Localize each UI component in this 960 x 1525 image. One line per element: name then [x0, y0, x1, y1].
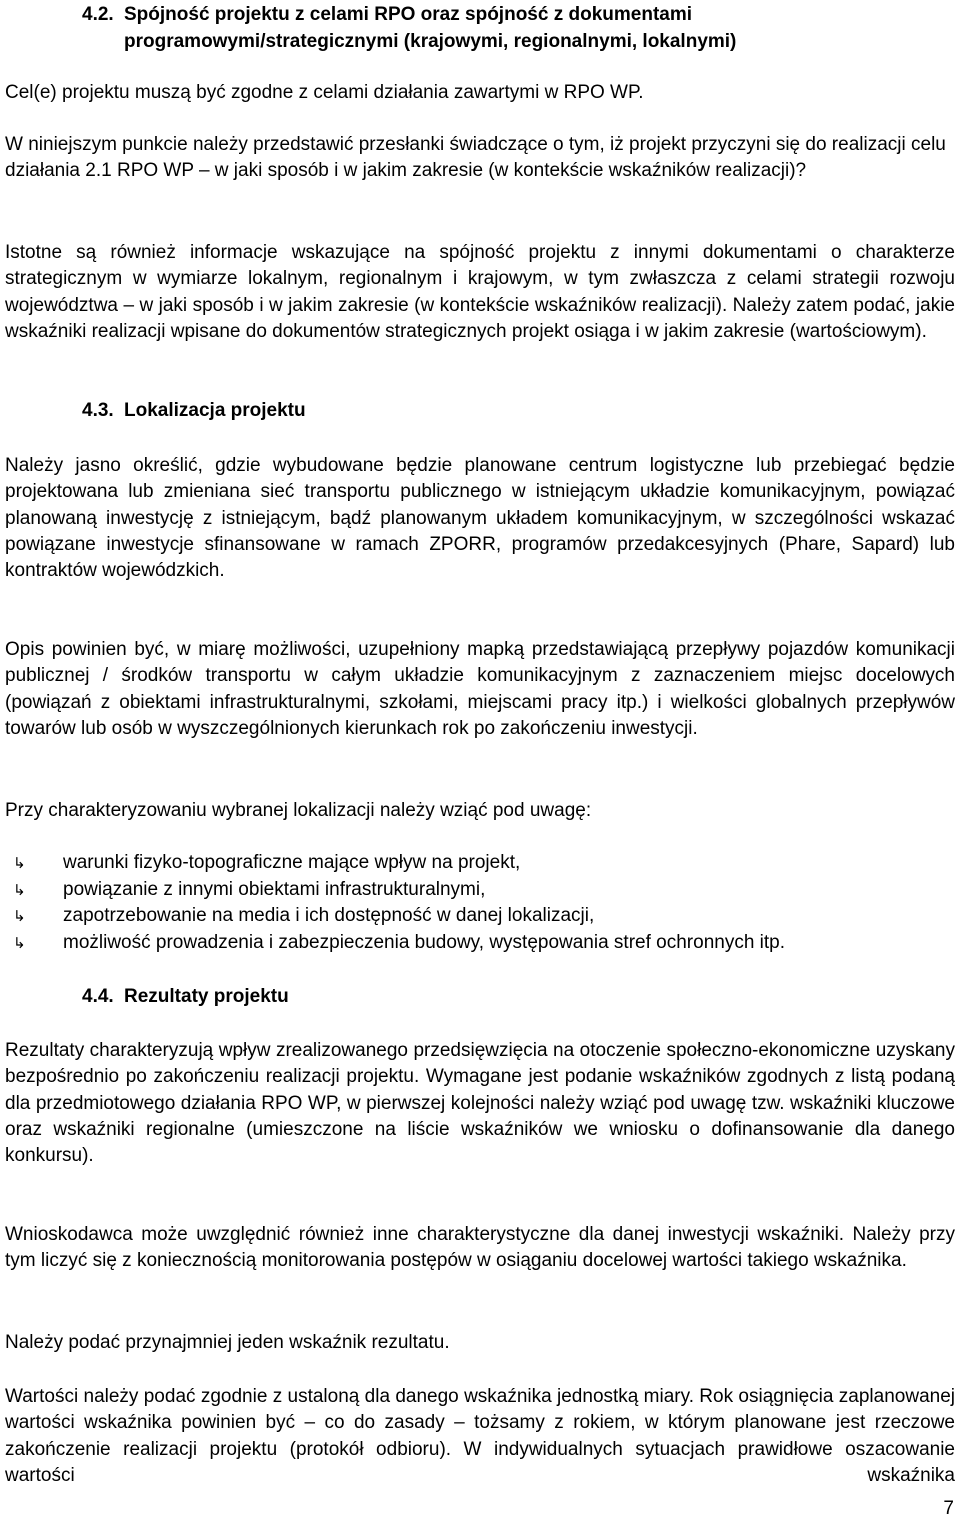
arrow-bullet-icon: ↳	[13, 933, 26, 952]
paragraph-4-4-3: Należy podać przynajmniej jeden wskaźnik rezultatu.	[5, 1332, 450, 1353]
section-4-3-heading	[82, 397, 306, 424]
paragraph-4-2-3: Istotne są również informacje wskazujące na spójność projektu z innymi dokumentami o charakterze strategicznym w wymiarze lokalnym, regionalnym i krajowym, w tym zwłaszcza z celami strategii rozwoju województwa – w jaki sposób i w jakim zakresie (w kontekście wskaźników realizacji). Należy zatem podać, jakie wskaźniki realizacji wpisane do dokumentów strategicznych projekt osiąga i w jakim zakresie (wartościowym).	[5, 242, 955, 342]
arrow-bullet-icon: ↳	[13, 880, 26, 899]
list-item: ↳ zapotrzebowanie na media i ich dostępność w danej lokalizacji,	[5, 903, 955, 930]
section-4-4-title: Rezultaty projektu	[124, 986, 289, 1007]
list-item: ↳ powiązanie z innymi obiektami infrastrukturalnymi,	[5, 877, 955, 904]
paragraph-4-2-2: W niniejszym punkcie należy przedstawić przesłanki świadczące o tym, iż projekt przyczyni się do realizacji celu działania 2.1 RPO WP – w jaki sposób i w jakim zakresie (w kontekście wskaźników realizacji)?	[5, 134, 946, 182]
section-4-3-number: 4.3.	[82, 400, 114, 421]
arrow-bullet-icon: ↳	[13, 907, 26, 926]
arrow-bullet-icon: ↳	[13, 854, 26, 872]
list-item: ↳ warunki fizyko-topograficzne mające wpływ na projekt,	[5, 850, 955, 877]
location-criteria-list	[5, 850, 955, 956]
paragraph-4-2-1: Cel(e) projektu muszą być zgodne z celami działania zawartymi w RPO WP.	[5, 82, 644, 103]
page-number: 7	[943, 1498, 954, 1519]
paragraph-4-4-2: Wnioskodawca może uwzględnić również inne charakterystyczne dla danej inwestycji wskaźniki. Należy przy tym liczyć się z koniecznością monitorowania postępów w osiąganiu docelowej wartości takiego wskaźnika.	[5, 1224, 955, 1272]
section-4-2-title-line1: Spójność projektu z celami RPO oraz spójność z dokumentami	[124, 4, 693, 25]
section-4-4-number: 4.4.	[82, 986, 114, 1007]
list-item: ↳ możliwość prowadzenia i zabezpieczenia budowy, występowania stref ochronnych itp.	[5, 930, 955, 957]
section-4-2-number: 4.2.	[82, 4, 114, 25]
paragraph-4-3-3: Przy charakteryzowaniu wybranej lokalizacji należy wziąć pod uwagę:	[5, 800, 592, 821]
section-4-2-heading	[82, 1, 952, 28]
section-4-3-title: Lokalizacja projektu	[124, 400, 306, 421]
section-4-4-heading	[82, 983, 289, 1010]
paragraph-4-3-2: Opis powinien być, w miarę możliwości, uzupełniony mapką przedstawiającą przepływy pojazdów komunikacji publicznej / środków transportu w całym układzie komunikacyjnym z zaznaczeniem miejsc docelowych (powiązań z obiektami infrastrukturalnymi, szkołami, miejscami pracy itp.) i wielkości globalnych przepływów towarów lub osób w wyszczególnionych kierunkach rok po zakończeniu inwestycji.	[5, 639, 955, 739]
paragraph-4-3-1: Należy jasno określić, gdzie wybudowane będzie planowane centrum logistyczne lub przebiegać będzie projektowana lub zmieniana sieć transportu publicznego w istniejącym układzie komunikacyjnym, powiązać planowaną inwestycję z istniejącym, bądź planowanym układem komunikacyjnym, w szczególności wskazać powiązane inwestycje sfinansowane w ramach ZPORR, programów przedakcesyjnych (Phare, Sapard) lub kontraktów wojewódzkich.	[5, 455, 955, 582]
paragraph-4-4-1: Rezultaty charakteryzują wpływ zrealizowanego przedsięwzięcia na otoczenie społeczno-ekonomiczne uzyskany bezpośrednio po zakończeniu realizacji projektu. Wymagane jest podanie wskaźników zgodnych z listą podaną dla przedmiotowego działania RPO WP, w pierwszej kolejności należy wziąć pod uwagę tzw. wskaźniki kluczowe oraz wskaźniki regionalne (umieszczone na liście wskaźników we wniosku o dofinansowanie dla danego konkursu).	[5, 1040, 955, 1167]
section-4-2-title-line2: programowymi/strategicznymi (krajowymi, regionalnymi, lokalnymi)	[124, 31, 737, 52]
section-4-2-heading-line2	[124, 28, 954, 55]
paragraph-4-4-4: Wartości należy podać zgodnie z ustaloną dla danego wskaźnika jednostką miary. Rok osiągnięcia zaplanowanej wartości wskaźnika powinien być – co do zasady – tożsamy z rokiem, w którym planowane jest rzeczowe zakończenie realizacji projektu (protokół odbioru). W indywidualnych sytuacjach prawidłowe oszacowanie wartości wskaźnika	[5, 1386, 955, 1486]
